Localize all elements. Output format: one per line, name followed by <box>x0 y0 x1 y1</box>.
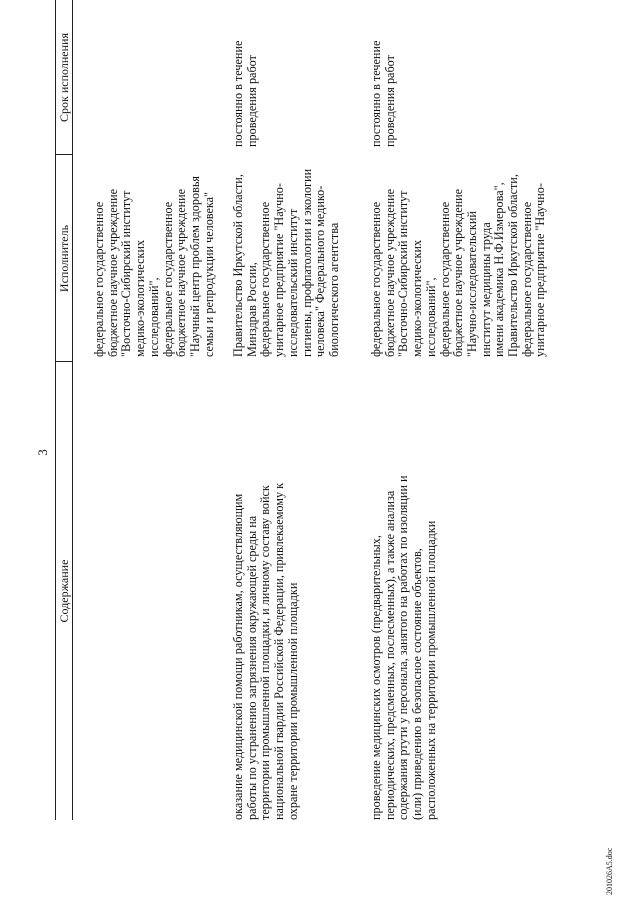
row-2-deadline <box>232 41 259 147</box>
cell-line: имени академика Н.Ф.Измерова", <box>492 182 507 357</box>
cell-line: человека" Федерального медико- <box>313 185 328 357</box>
cell-line: бюджетное научное учреждение <box>174 188 189 357</box>
cell-line: постоянно в течение <box>369 40 383 147</box>
page-number: 3 <box>35 449 50 456</box>
cell-line: "Научный центр проблем здоровья <box>187 176 202 357</box>
header-content: Содержание <box>57 559 71 623</box>
cell-line: постоянно в течение <box>231 40 245 147</box>
cell-line: работы по устранению загрязнения окружающей среды на <box>244 515 259 820</box>
cell-line: исследований", <box>423 277 438 357</box>
row-2-executor <box>232 169 342 357</box>
cell-line: федеральное государственное <box>369 201 383 357</box>
header-bottom-rule <box>72 0 73 820</box>
cell-line: исследований", <box>146 277 161 357</box>
cell-line: биологического агентства <box>326 222 341 357</box>
row-3-executor <box>370 174 548 357</box>
cell-line: содержания ртути у персонала, занятого на работах по изоляции и <box>396 475 411 820</box>
document-footer: 201026A5.doc <box>605 847 614 895</box>
cell-line: расположенных на территории промышленной площадки <box>423 520 438 820</box>
header-deadline: Срок исполнения <box>57 33 71 122</box>
cell-line: бюджетное научное учреждение <box>382 188 397 357</box>
cell-line: проведение медицинских осмотров (предварительных, <box>369 535 383 820</box>
cell-line: гигиены, профпатологии и экологии <box>299 168 314 357</box>
row-2-content <box>232 483 301 820</box>
cell-line: (или) приведению в безопасное состояние объектов, <box>410 548 425 820</box>
cell-line: проведения работ <box>244 55 259 147</box>
cell-line: федеральное государственное <box>437 201 452 357</box>
row-1-executor <box>93 176 216 357</box>
cell-line: федеральное государственное <box>92 201 106 357</box>
cell-line: охране территории промышленной площадки <box>285 582 300 820</box>
cell-line: "Восточно-Сибирский институт <box>396 190 411 357</box>
cell-line: "Научно-исследовательский <box>464 211 479 357</box>
header-executor: Исполнитель <box>57 224 71 293</box>
cell-line: исследовательский институт <box>285 208 300 357</box>
row-3-deadline <box>370 41 397 147</box>
cell-line: федеральное государственное <box>258 201 273 357</box>
cell-line: "Восточно-Сибирский институт <box>119 190 134 357</box>
cell-line: оказание медицинской помощи работникам, осуществляющим <box>231 493 245 820</box>
cell-line: Правительство Иркутской области, <box>506 174 521 357</box>
cell-line: территории промышленной площадки, и личному составу войск <box>258 485 273 820</box>
cell-line: периодических, предсменных, послесменных), а также анализа <box>382 490 397 820</box>
table-top-rule <box>55 0 56 820</box>
cell-line: национальной гвардии Российской Федерации, привлекаемому к <box>272 482 287 820</box>
row-3-content <box>370 475 439 820</box>
cell-line: Правительство Иркутской области, <box>231 174 245 357</box>
cell-line: проведения работ <box>382 55 397 147</box>
cell-line: унитарное предприятие "Научно- <box>272 183 287 357</box>
cell-line: медико-экологических <box>133 239 148 357</box>
cell-line: федеральное государственное <box>160 201 175 357</box>
cell-line: бюджетное научное учреждение <box>451 188 466 357</box>
cell-line: семьи и репродукции человека" <box>201 192 216 357</box>
cell-line: бюджетное научное учреждение <box>105 188 120 357</box>
cell-line: федеральное государственное <box>519 201 534 357</box>
cell-line: институт медицины труда <box>478 222 493 357</box>
cell-line: медико-экологических <box>410 239 425 357</box>
cell-line: Минздрав России, <box>244 262 259 357</box>
cell-line: унитарное предприятие "Научно- <box>533 183 548 357</box>
